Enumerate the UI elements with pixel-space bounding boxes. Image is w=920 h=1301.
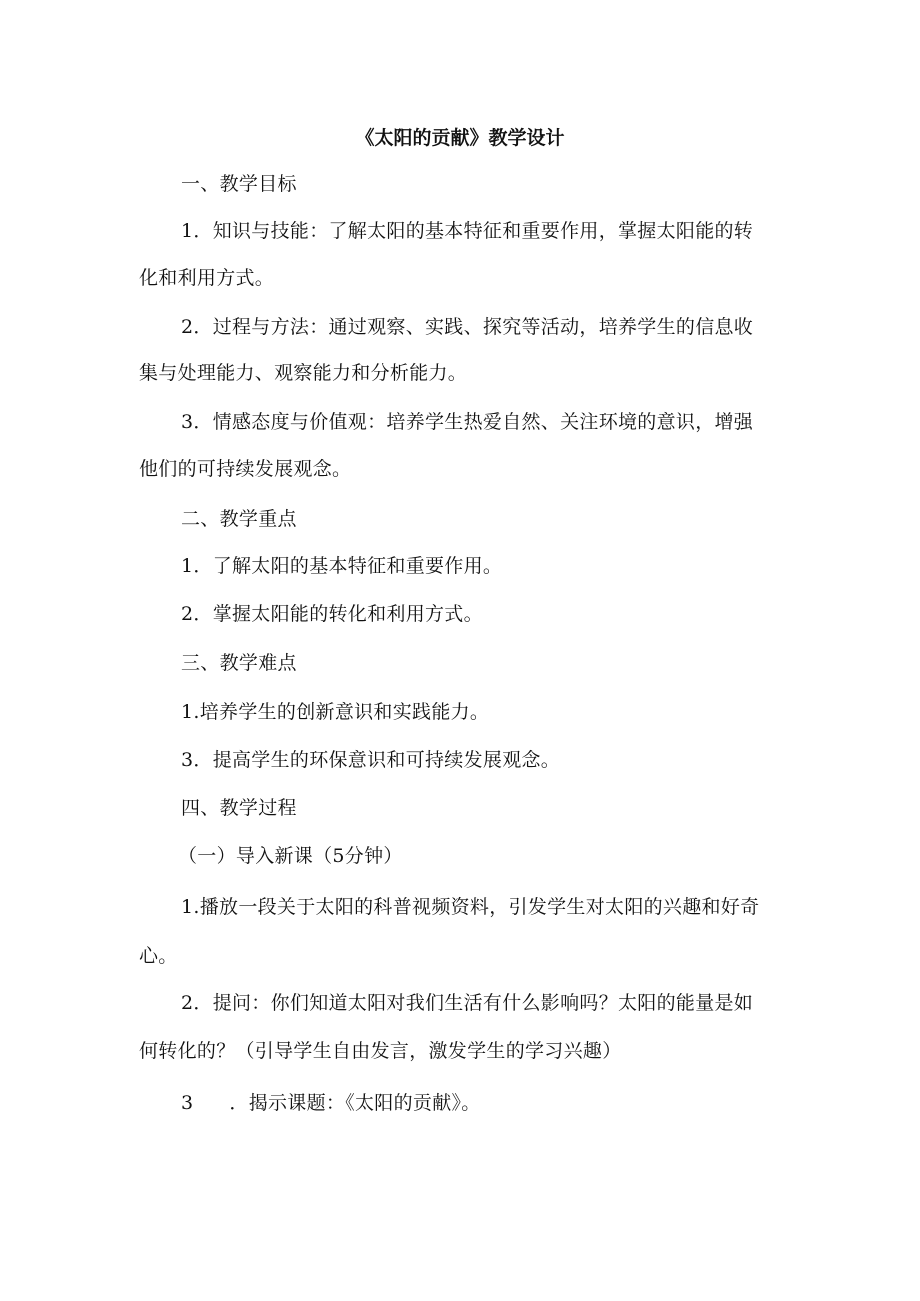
- paragraph-line: 化和利用方式。: [139, 267, 275, 289]
- paragraph-line: [181, 1089, 481, 1117]
- paragraph-line: 1．知识与技能：了解太阳的基本特征和重要作用，掌握太阳能的转: [181, 220, 754, 242]
- paragraph-line: 2．掌握太阳能的转化和利用方式。: [181, 603, 483, 625]
- paragraph-line: 1.培养学生的创新意识和实践能力。: [181, 701, 490, 723]
- paragraph-line: 心。: [139, 945, 178, 967]
- section-heading-difficulties: 三、教学难点: [181, 652, 297, 674]
- document-title: 《太阳的贡献》教学设计: [355, 127, 565, 149]
- section-heading-objectives: 一、教学目标: [181, 173, 297, 195]
- paragraph-line: 2．提问：你们知道太阳对我们生活有什么影响吗？太阳的能量是如: [181, 992, 754, 1014]
- paragraph-line: 2．过程与方法：通过观察、实践、探究等活动，培养学生的信息收: [181, 316, 754, 338]
- paragraph-line: 他们的可持续发展观念。: [139, 458, 352, 480]
- paragraph-line: 1.播放一段关于太阳的科普视频资料，引发学生对太阳的兴趣和好奇: [181, 896, 760, 918]
- section-heading-key-points: 二、教学重点: [181, 508, 297, 530]
- paragraph-line: 1．了解太阳的基本特征和重要作用。: [181, 555, 503, 577]
- paragraph-line: 何转化的？（引导学生自由发言，激发学生的学习兴趣）: [139, 1040, 622, 1062]
- paragraph-line: 3．提高学生的环保意识和可持续发展观念。: [181, 749, 561, 771]
- list-text: ．揭示课题：《太阳的贡献》。: [229, 1092, 481, 1114]
- paragraph-line: 集与处理能力、观察能力和分析能力。: [139, 362, 468, 384]
- list-number: 3: [181, 1092, 194, 1114]
- section-heading-process: 四、教学过程: [181, 797, 297, 819]
- subsection-heading: （一）导入新课（5分钟）: [178, 845, 403, 867]
- paragraph-line: 3．情感态度与价值观：培养学生热爱自然、关注环境的意识，增强: [181, 411, 754, 433]
